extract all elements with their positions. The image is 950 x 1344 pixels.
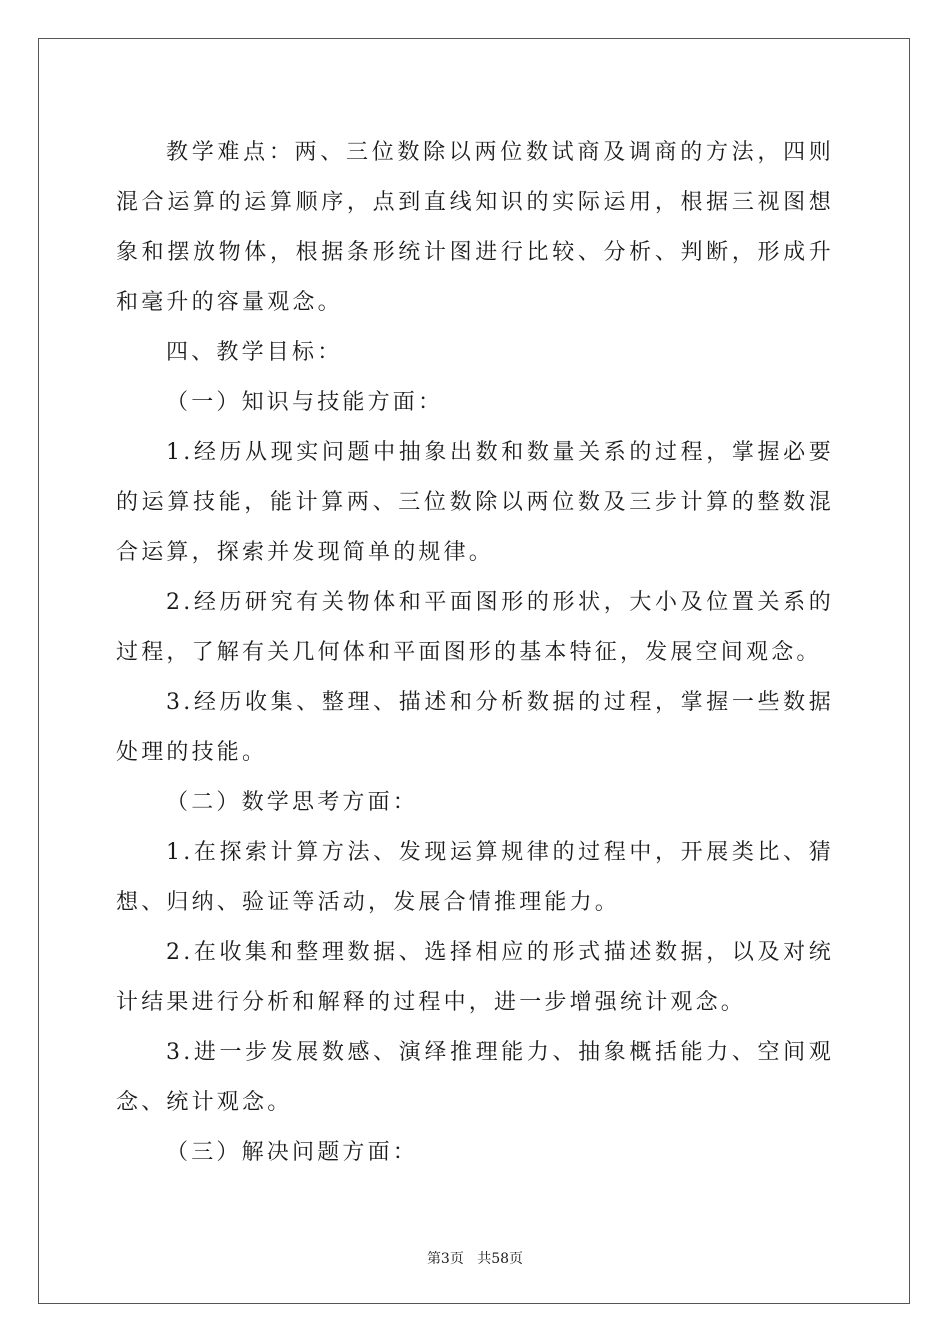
paragraph-thinking-1: 1.在探索计算方法、发现运算规律的过程中，开展类比、猜想、归纳、验证等活动，发展合情推理能力。 [116, 840, 834, 915]
document-body [116, 128, 834, 1178]
page-total: 共58页 [477, 1251, 524, 1267]
heading-teaching-goals: 四、教学目标： [166, 340, 343, 365]
paragraph-knowledge-2: 2.经历研究有关物体和平面图形的形状，大小及位置关系的过程，了解有关几何体和平面图形的基本特征，发展空间观念。 [116, 590, 834, 665]
page-number: 第3页 [426, 1251, 464, 1267]
paragraph-thinking-2: 2.在收集和整理数据、选择相应的形式描述数据，以及对统计结果进行分析和解释的过程中，进一步增强统计观念。 [116, 940, 834, 1015]
paragraph-knowledge-1: 1.经历从现实问题中抽象出数和数量关系的过程，掌握必要的运算技能，能计算两、三位数除以两位数及三步计算的整数混合运算，探索并发现简单的规律。 [116, 440, 834, 565]
paragraph-thinking-3: 3.进一步发展数感、演绎推理能力、抽象概括能力、空间观念、统计观念。 [116, 1040, 834, 1115]
subheading-math-thinking: （二）数学思考方面： [166, 790, 419, 815]
paragraph-knowledge-3: 3.经历收集、整理、描述和分析数据的过程，掌握一些数据处理的技能。 [116, 690, 834, 765]
subheading-knowledge-skills: （一）知识与技能方面： [166, 390, 444, 415]
paragraph-teaching-difficulty: 教学难点：两、三位数除以两位数试商及调商的方法，四则混合运算的运算顺序，点到直线知识的实际运用，根据三视图想象和摆放物体，根据条形统计图进行比较、分析、判断，形成升和毫升的容量观念。 [116, 140, 834, 315]
page-footer [0, 1248, 950, 1268]
subheading-problem-solving: （三）解决问题方面： [166, 1140, 419, 1165]
